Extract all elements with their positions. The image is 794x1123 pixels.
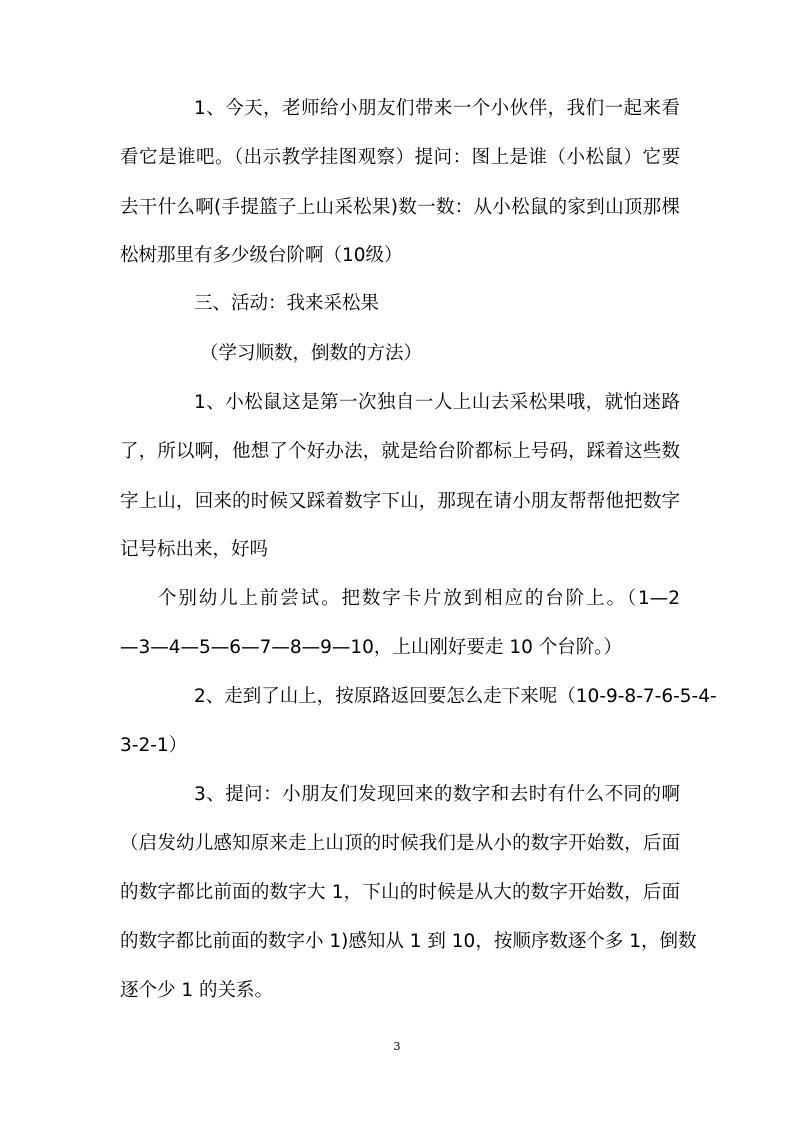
paragraph-line: 1、今天，老师给小朋友们带来一个小伙伴，我们一起来看 [194,98,680,119]
section-heading: 三、活动：我来采松果 [194,293,380,314]
paragraph-line: 看它是谁吧。（出示教学挂图观察）提问：图上是谁（小松鼠）它要 [120,147,680,168]
paragraph-line: （启发幼儿感知原来走上山顶的时候我们是从小的数字开始数，后面 [120,833,680,854]
paragraph-line: 去干什么啊(手提篮子上山采松果)数一数：从小松鼠的家到山顶那棵 [120,197,680,218]
section-subheading: （学习顺数，倒数的方法） [200,343,423,364]
paragraph-line: 逐个少 1 的关系。 [120,980,274,1001]
paragraph-line: 字上山，回来的时候又踩着数字下山，那现在请小朋友帮帮他把数字 [120,491,680,512]
paragraph-line: 的数字都比前面的数字小 1)感知从 1 到 10，按顺序数逐个多 1，倒数 [120,931,697,952]
paragraph-line: 3-2-1） [120,735,188,756]
paragraph-line: 记号标出来，好吗 [120,539,269,560]
paragraph-line: 2、走到了山上，按原路返回要怎么走下来呢（10-9-8-7-6-5-4- [194,686,717,707]
paragraph-line: 1、小松鼠这是第一次独自一人上山去采松果哦，就怕迷路 [194,392,680,413]
paragraph-line: 的数字都比前面的数字大 1，下山的时候是从大的数字开始数，后面 [120,882,680,903]
paragraph-line: 个别幼儿上前尝试。把数字卡片放到相应的台阶上。（1—2 [158,588,680,609]
paragraph-line: 松树那里有多少级台阶啊（10级） [120,245,403,266]
page-number: 3 [393,1040,401,1053]
paragraph-line: 3、提问：小朋友们发现回来的数字和去时有什么不同的啊 [194,784,680,805]
paragraph-line: 了，所以啊，他想了个好办法，就是给台阶都标上号码，踩着这些数 [120,441,680,462]
paragraph-line: —3—4—5—6—7—8—9—10，上山刚好要走 10 个台阶。） [120,637,622,658]
